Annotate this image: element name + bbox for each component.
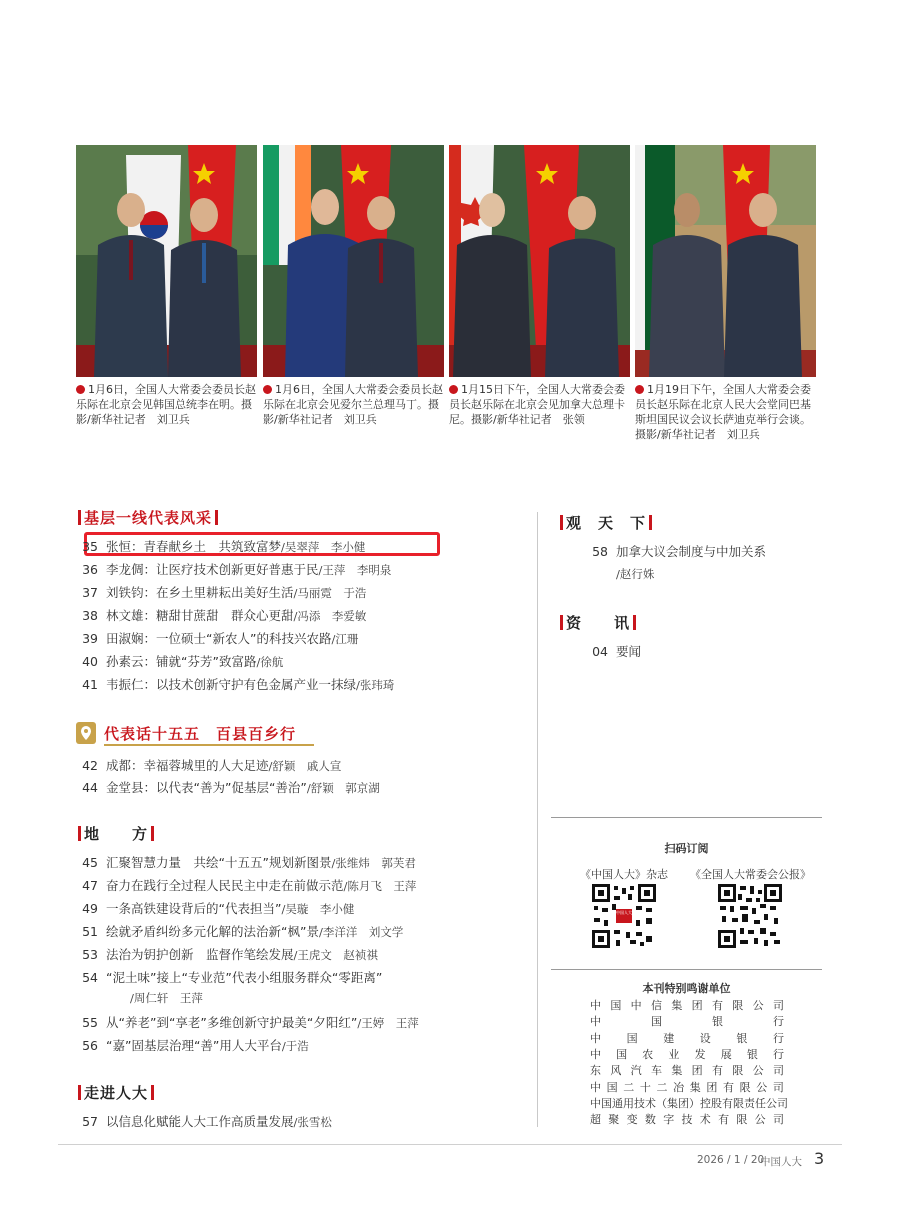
- section-underline: [104, 744, 314, 746]
- photo-canada: [449, 145, 630, 377]
- toc-item[interactable]: 38 林文雄：糖甜甘蔗甜 群众心更甜/冯添 李爱敏: [82, 608, 367, 623]
- divider-line: [551, 969, 822, 970]
- subscribe-label-magazine: 《中国人大》杂志: [580, 868, 668, 881]
- toc-item[interactable]: 35 张恒：青春献乡土 共筑致富梦/吴翠萍 李小健: [82, 539, 366, 554]
- column-divider: [537, 512, 538, 1127]
- toc-item[interactable]: 44 金堂县：以代表“善为”促基层“善治”/舒颖 郭京湖: [82, 780, 380, 795]
- location-pin-icon: [76, 722, 96, 744]
- photo-caption: 1月15日下午，全国人大常委会委员长赵乐际在北京会见加拿大总理卡尼。摄影/新华社记者 张领: [449, 383, 625, 426]
- photo-caption: 1月6日，全国人大常委会委员长赵乐际在北京会见韩国总统李在明。摄影/新华社记者 刘卫兵: [76, 383, 256, 426]
- divider-line: [551, 817, 822, 818]
- sponsor-item: 中 国 农 业 发 展 银 行: [590, 1047, 784, 1061]
- sponsor-item: 中 国 建 设 银 行: [590, 1031, 784, 1045]
- qr-center-logo: 中国人大: [616, 910, 632, 915]
- footer-magazine: 中国人大: [760, 1156, 802, 1168]
- toc-item-author-line: /赵行姝: [616, 567, 655, 581]
- caption-bullet-icon: [76, 385, 85, 394]
- toc-item[interactable]: 37 刘铁钧：在乡土里耕耘出美好生活/马丽霓 于浩: [82, 585, 367, 600]
- photo-caption: 1月6日，全国人大常委会委员长赵乐际在北京会见爱尔兰总理马丁。摄影/新华社记者 刘卫兵: [263, 383, 443, 426]
- toc-item[interactable]: 55 从“养老”到“享老”多维创新守护最美“夕阳红”/王婷 王萍: [82, 1015, 419, 1030]
- toc-item[interactable]: 58 加拿大议会制度与中加关系: [592, 544, 767, 559]
- toc-item[interactable]: 56 “嘉”固基层治理“善”用人大平台/于浩: [82, 1038, 309, 1053]
- section-title-local: 地 方: [75, 823, 157, 844]
- toc-item[interactable]: 47 奋力在践行全过程人民民主中走在前做示范/陈月飞 王萍: [82, 878, 417, 893]
- photo-caption: 1月19日下午，全国人大常委会委员长赵乐际在北京人民大会堂同巴基斯坦国民议会议长萨迪克举行会谈。摄影/新华社记者 刘卫兵: [635, 383, 811, 441]
- section-title-news: 资 讯: [557, 612, 639, 633]
- toc-item-author-line: /周仁轩 王萍: [130, 991, 203, 1005]
- sponsor-item: 中 国 中 信 集 团 有 限 公 司: [590, 999, 784, 1012]
- caption-bullet-icon: [449, 385, 458, 394]
- section-title-deputies: 代表话十五五 百县百乡行: [104, 725, 297, 743]
- toc-item[interactable]: 45 汇聚智慧力量 共绘“十五五”规划新图景/张维炜 郭芙君: [82, 855, 416, 870]
- toc-item[interactable]: 51 绘就矛盾纠纷多元化解的法治新“枫”景/李洋洋 刘文学: [82, 924, 404, 939]
- qr-code-bulletin[interactable]: [718, 884, 782, 948]
- toc-item[interactable]: 54 “泥土味”接上“专业范”代表小组服务群众“零距离”: [82, 970, 383, 985]
- sponsor-item: 中 国 通 用 技 术 （ 集 团 ） 控 股 有 限 责 任 公 司: [590, 1096, 788, 1110]
- caption-bullet-icon: [263, 385, 272, 394]
- toc-item[interactable]: 40 孙素云：铺就“芬芳”致富路/徐航: [82, 654, 284, 669]
- sponsor-item: 超 聚 变 数 字 技 术 有 限 公 司: [590, 1113, 784, 1127]
- sponsor-item: 中 国 银 行: [590, 1015, 784, 1029]
- subscribe-label-bulletin: 《全国人大常委会公报》: [690, 868, 811, 881]
- photo-pakistan: [635, 145, 816, 377]
- toc-item[interactable]: 53 法治为钥护创新 监督作笔绘发展/王虎文 赵祯祺: [82, 947, 378, 962]
- toc-item[interactable]: 42 成都：幸福蓉城里的人大足迹/舒颖 戚人宣: [82, 758, 342, 773]
- toc-item[interactable]: 39 田淑娴：一位硕士“新农人”的科技兴农路/江珊: [82, 631, 359, 646]
- toc-item[interactable]: 41 韦振仁：以技术创新守护有色金属产业一抹绿/张玮琦: [82, 677, 395, 692]
- qr-code-magazine[interactable]: [592, 884, 656, 948]
- footer-date: 2026 / 1 / 20: [697, 1154, 765, 1166]
- section-title-visit: 走进人大: [75, 1082, 157, 1103]
- toc-item[interactable]: 36 李龙倜：让医疗技术创新更好普惠于民/王萍 李明泉: [82, 562, 392, 577]
- subscribe-title: 扫码订阅: [664, 842, 709, 855]
- section-title-grassroots: 基层一线代表风采: [75, 507, 221, 528]
- toc-item[interactable]: 49 一条高铁建设背后的“代表担当”/吴璇 李小健: [82, 901, 355, 916]
- sponsor-item: 中 国 二 十 二 冶 集 团 有 限 公 司: [590, 1080, 784, 1094]
- sponsors-title: 本刊特别鸣谢单位: [642, 982, 731, 995]
- page-number: 3: [814, 1149, 825, 1168]
- photo-korea: [76, 145, 257, 377]
- toc-item[interactable]: 04 要闻: [592, 644, 642, 659]
- footer-rule: [58, 1144, 842, 1145]
- photo-ireland: [263, 145, 444, 377]
- sponsor-item: 东 风 汽 车 集 团 有 限 公 司: [590, 1064, 784, 1078]
- section-title-world: 观 天 下: [557, 512, 655, 533]
- caption-bullet-icon: [635, 385, 644, 394]
- toc-item[interactable]: 57 以信息化赋能人大工作高质量发展/张雪松: [82, 1114, 332, 1129]
